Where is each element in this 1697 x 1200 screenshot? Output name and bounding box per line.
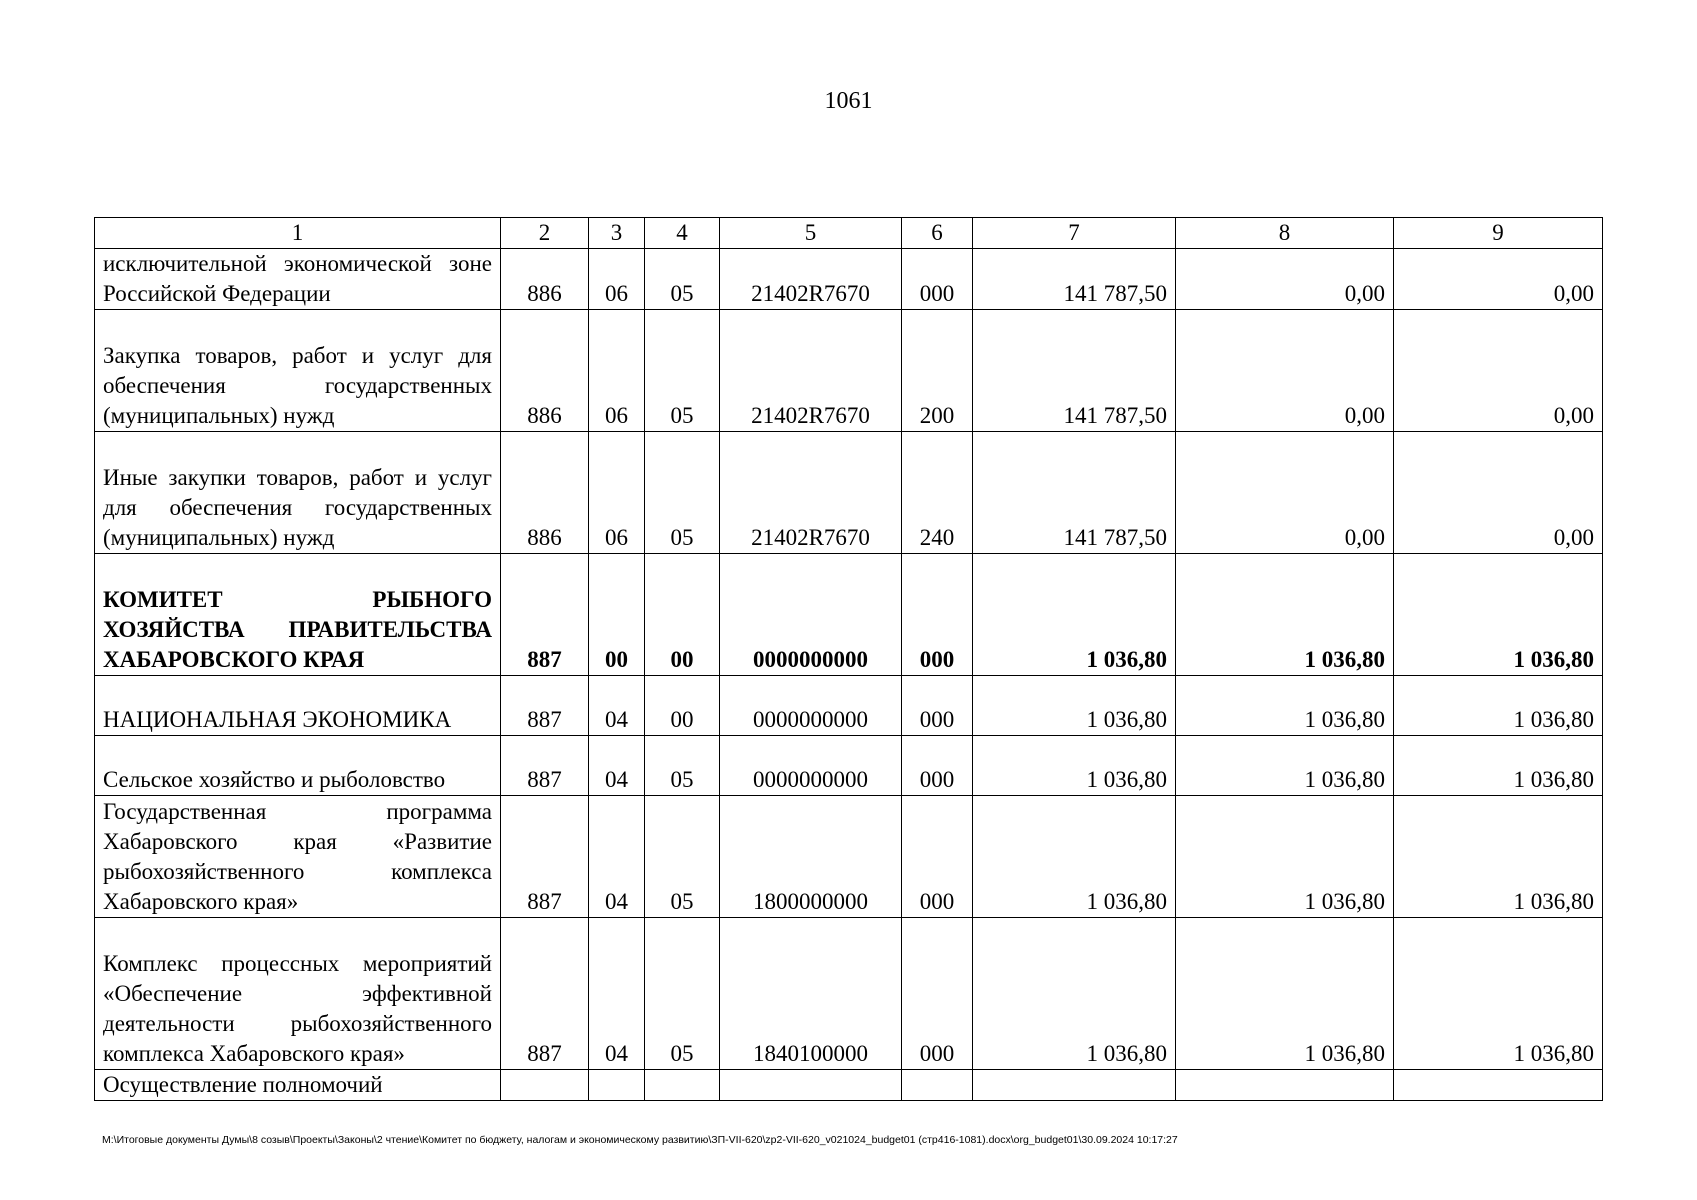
- header-cell: 2: [501, 218, 589, 249]
- cell-amount-7: 141 787,50: [973, 249, 1176, 310]
- cell-admin-code: [501, 1070, 589, 1101]
- table-row: [95, 676, 1603, 736]
- table-row: [95, 554, 1603, 676]
- cell-admin-code: 886: [501, 310, 589, 432]
- table-row: [95, 736, 1603, 796]
- cell-expense-type: 000: [902, 796, 973, 918]
- header-cell: 9: [1394, 218, 1603, 249]
- cell-amount-7: 1 036,80: [973, 736, 1176, 796]
- cell-expense-type: 240: [902, 432, 973, 554]
- cell-section: 06: [589, 432, 645, 554]
- cell-subsection: 05: [645, 736, 720, 796]
- cell-subsection: 00: [645, 554, 720, 676]
- cell-amount-9: 0,00: [1394, 249, 1603, 310]
- cell-amount-8: 1 036,80: [1176, 918, 1394, 1070]
- cell-amount-9: 0,00: [1394, 432, 1603, 554]
- cell-amount-9: 1 036,80: [1394, 554, 1603, 676]
- cell-amount-7: 1 036,80: [973, 676, 1176, 736]
- cell-subsection: 05: [645, 249, 720, 310]
- header-cell: 3: [589, 218, 645, 249]
- cell-subsection: 05: [645, 796, 720, 918]
- cell-target-article: [720, 1070, 902, 1101]
- cell-amount-7: 1 036,80: [973, 554, 1176, 676]
- row-name: Закупка товаров, работ и услуг для обеспечения государственных (муниципальных) нужд: [95, 310, 501, 432]
- cell-amount-8: 0,00: [1176, 432, 1394, 554]
- cell-amount-9: 1 036,80: [1394, 736, 1603, 796]
- cell-subsection: 05: [645, 918, 720, 1070]
- cell-section: [589, 1070, 645, 1101]
- document-path-footer: М:\Итоговые документы Думы\8 созыв\Проекты\Законы\2 чтение\Комитет по бюджету, налогам и экономическому развитию\ЗП-VII-620\zp2-VII-620_v021024_budget01 (стр416-1081).docx\org_budget01\30.09.2024 10:17:27: [102, 1134, 1178, 1146]
- row-name: Государственная программа Хабаровского края «Развитие рыбохозяйственного комплекса Хабаровского края»: [95, 796, 501, 918]
- cell-amount-7: 141 787,50: [973, 310, 1176, 432]
- cell-amount-8: 1 036,80: [1176, 554, 1394, 676]
- cell-target-article: 21402R7670: [720, 432, 902, 554]
- cell-target-article: 21402R7670: [720, 310, 902, 432]
- table-row: [95, 310, 1603, 432]
- cell-admin-code: 887: [501, 676, 589, 736]
- cell-amount-9: [1394, 1070, 1603, 1101]
- cell-admin-code: 887: [501, 918, 589, 1070]
- header-cell: 1: [95, 218, 501, 249]
- cell-amount-8: 0,00: [1176, 310, 1394, 432]
- cell-amount-9: 0,00: [1394, 310, 1603, 432]
- cell-expense-type: 000: [902, 918, 973, 1070]
- row-name: Комплекс процессных мероприятий «Обеспечение эффективной деятельности рыбохозяйственного комплекса Хабаровского края»: [95, 918, 501, 1070]
- cell-admin-code: 887: [501, 736, 589, 796]
- row-name: Иные закупки товаров, работ и услуг для обеспечения государственных (муниципальных) нужд: [95, 432, 501, 554]
- header-cell: 7: [973, 218, 1176, 249]
- cell-admin-code: 887: [501, 554, 589, 676]
- cell-amount-7: 1 036,80: [973, 796, 1176, 918]
- page-number: 1061: [824, 88, 873, 114]
- row-name: КОМИТЕТ РЫБНОГО ХОЗЯЙСТВА ПРАВИТЕЛЬСТВА ХАБАРОВСКОГО КРАЯ: [95, 554, 501, 676]
- cell-admin-code: 887: [501, 796, 589, 918]
- cell-amount-8: 0,00: [1176, 249, 1394, 310]
- cell-amount-9: 1 036,80: [1394, 918, 1603, 1070]
- cell-target-article: 0000000000: [720, 676, 902, 736]
- cell-target-article: 0000000000: [720, 554, 902, 676]
- header-cell: 6: [902, 218, 973, 249]
- header-cell: 8: [1176, 218, 1394, 249]
- cell-amount-8: 1 036,80: [1176, 676, 1394, 736]
- budget-table: [94, 217, 1603, 1101]
- cell-subsection: 05: [645, 310, 720, 432]
- cell-amount-8: [1176, 1070, 1394, 1101]
- cell-expense-type: 000: [902, 249, 973, 310]
- cell-section: 06: [589, 310, 645, 432]
- row-name: исключительной экономической зоне Российской Федерации: [95, 249, 501, 310]
- table-row: [95, 249, 1603, 310]
- table-row: [95, 432, 1603, 554]
- cell-expense-type: 000: [902, 554, 973, 676]
- cell-amount-7: 141 787,50: [973, 432, 1176, 554]
- cell-expense-type: 200: [902, 310, 973, 432]
- cell-amount-7: 1 036,80: [973, 918, 1176, 1070]
- table-header-row: [95, 218, 1603, 249]
- cell-amount-9: 1 036,80: [1394, 796, 1603, 918]
- cell-section: 04: [589, 676, 645, 736]
- cell-amount-7: [973, 1070, 1176, 1101]
- cell-section: 06: [589, 249, 645, 310]
- cell-admin-code: 886: [501, 432, 589, 554]
- table-row: [95, 918, 1603, 1070]
- cell-amount-8: 1 036,80: [1176, 796, 1394, 918]
- cell-target-article: 0000000000: [720, 736, 902, 796]
- row-name: Осуществление полномочий: [95, 1070, 501, 1101]
- cell-subsection: 05: [645, 432, 720, 554]
- cell-expense-type: 000: [902, 676, 973, 736]
- table-row: [95, 1070, 1603, 1101]
- cell-expense-type: 000: [902, 736, 973, 796]
- cell-amount-9: 1 036,80: [1394, 676, 1603, 736]
- cell-section: 04: [589, 796, 645, 918]
- cell-subsection: 00: [645, 676, 720, 736]
- cell-section: 04: [589, 918, 645, 1070]
- cell-amount-8: 1 036,80: [1176, 736, 1394, 796]
- cell-target-article: 1800000000: [720, 796, 902, 918]
- header-cell: 5: [720, 218, 902, 249]
- cell-target-article: 21402R7670: [720, 249, 902, 310]
- cell-section: 04: [589, 736, 645, 796]
- cell-target-article: 1840100000: [720, 918, 902, 1070]
- row-name: Сельское хозяйство и рыболовство: [95, 736, 501, 796]
- header-cell: 4: [645, 218, 720, 249]
- cell-admin-code: 886: [501, 249, 589, 310]
- cell-section: 00: [589, 554, 645, 676]
- table-row: [95, 796, 1603, 918]
- cell-expense-type: [902, 1070, 973, 1101]
- row-name: НАЦИОНАЛЬНАЯ ЭКОНОМИКА: [95, 676, 501, 736]
- cell-subsection: [645, 1070, 720, 1101]
